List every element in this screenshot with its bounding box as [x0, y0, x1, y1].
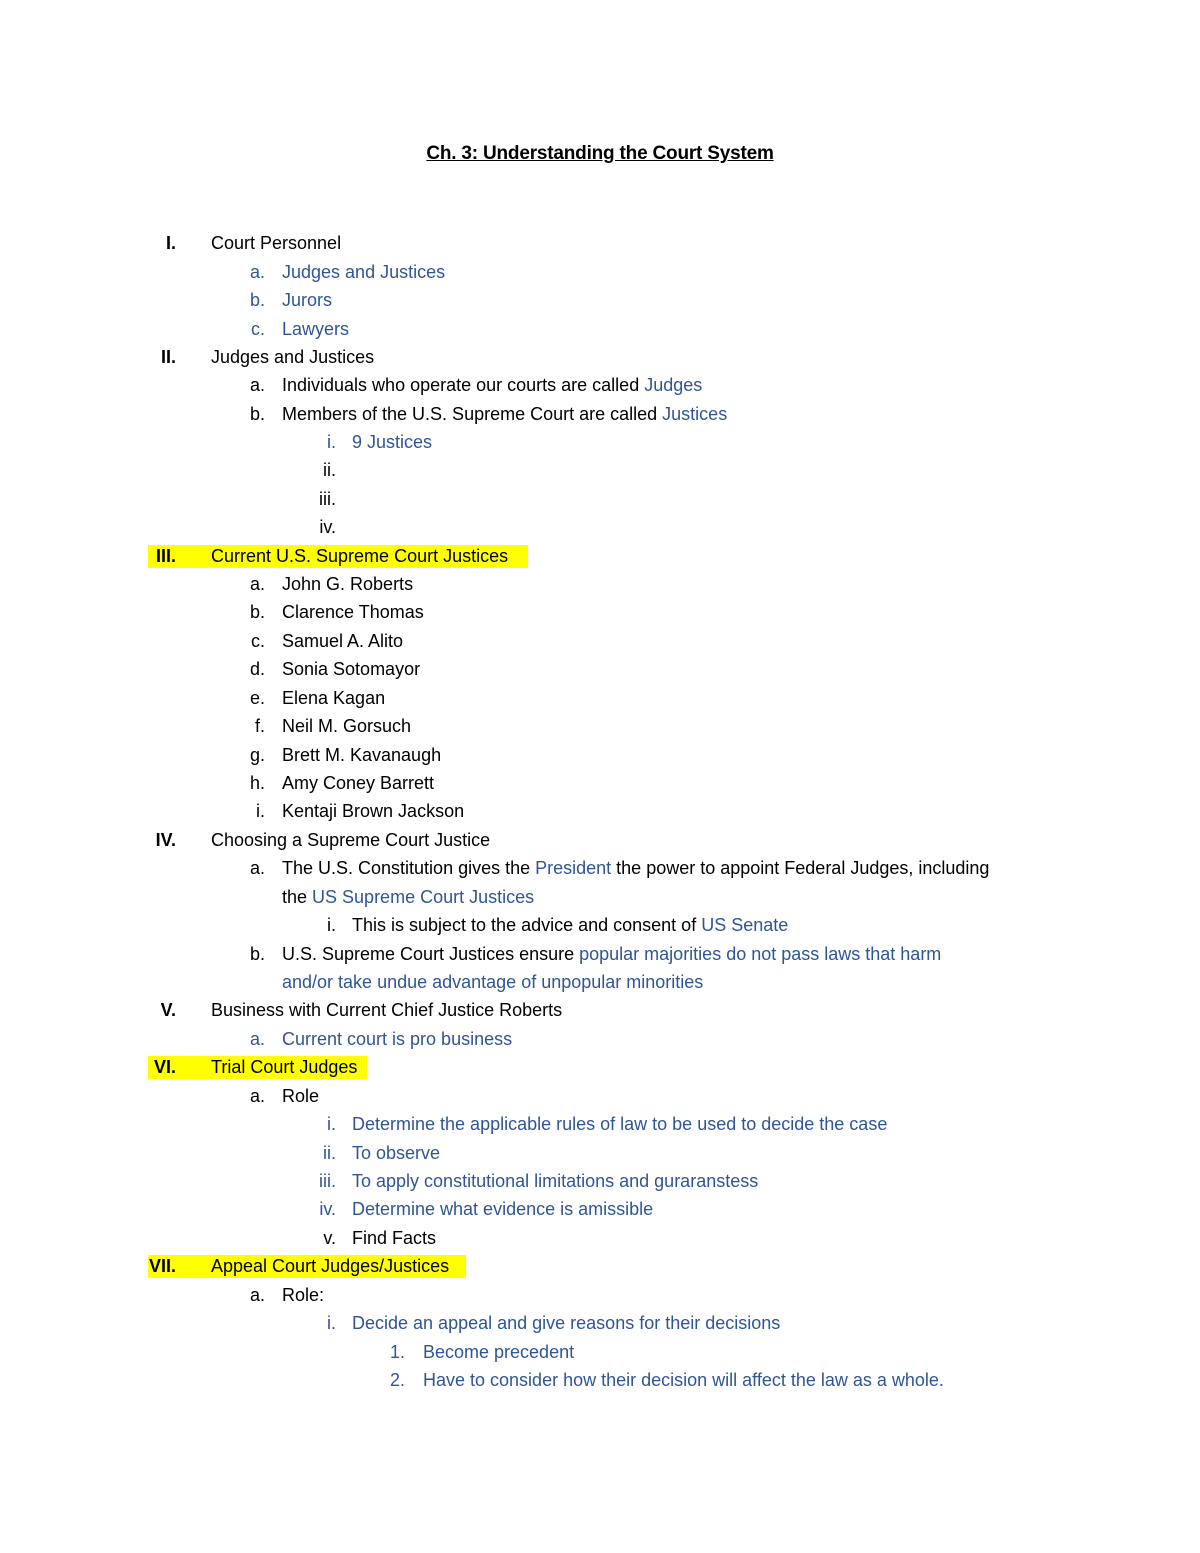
section-marker: III. [155, 546, 176, 566]
item-marker: g. [249, 745, 265, 765]
list-item [0, 485, 1200, 513]
justice-name: Kentaji Brown Jackson [282, 801, 465, 821]
item-text [352, 911, 788, 939]
list-item [0, 684, 1200, 712]
answer-text: and/or take undue advantage of unpopular minorities [282, 972, 704, 992]
list-item [0, 1224, 1200, 1252]
list-item [0, 627, 1200, 655]
list-item [0, 570, 1200, 598]
section-5 [0, 996, 1200, 1024]
justice-name: Clarence Thomas [282, 602, 424, 622]
list-item [0, 940, 1200, 968]
list-item [0, 911, 1200, 939]
list-item [0, 1338, 1200, 1366]
item-marker: f. [254, 716, 265, 736]
section-marker: VII. [148, 1256, 176, 1276]
item-marker: iii. [319, 1171, 336, 1191]
section-marker: V. [160, 1000, 176, 1020]
item-text: Role [282, 1086, 320, 1106]
list-item [0, 797, 1200, 825]
section-marker: VI. [153, 1057, 176, 1077]
answer-text: US Supreme Court Justices [312, 887, 535, 907]
list-item [0, 1281, 1200, 1309]
list-item [0, 1110, 1200, 1138]
answer-text: US Senate [701, 915, 789, 935]
justice-name: Brett M. Kavanaugh [282, 745, 442, 765]
item-marker: c. [250, 319, 265, 339]
item-text: Decide an appeal and give reasons for their decisions [352, 1313, 781, 1333]
item-text: Lawyers [282, 319, 350, 339]
item-marker: i. [327, 432, 336, 452]
item-text: Determine the applicable rules of law to be used to decide the case [352, 1114, 888, 1134]
item-text: Have to consider how their decision will affect the law as a whole. [423, 1370, 944, 1390]
item-marker: h. [249, 773, 265, 793]
list-item [0, 598, 1200, 626]
item-marker: a. [249, 1285, 265, 1305]
list-item [0, 1309, 1200, 1337]
item-text [282, 940, 941, 968]
answer-text: popular majorities do not pass laws that harm [579, 944, 942, 964]
item-marker: a. [249, 1086, 265, 1106]
section-heading: Court Personnel [211, 233, 342, 253]
item-marker: a. [249, 1029, 265, 1049]
section-3 [0, 542, 1200, 570]
item-prefix: the [282, 887, 313, 907]
list-item [0, 655, 1200, 683]
answer-text: Judges [644, 375, 703, 395]
item-prefix: Individuals who operate our courts are called [282, 375, 645, 395]
justice-name: Samuel A. Alito [282, 631, 404, 651]
item-marker: i. [327, 1114, 336, 1134]
section-heading: Judges and Justices [211, 347, 375, 367]
section-1 [0, 229, 1200, 257]
list-item [0, 371, 1200, 399]
justice-name: Amy Coney Barrett [282, 773, 435, 793]
item-prefix: U.S. Supreme Court Justices ensure [282, 944, 580, 964]
list-item [0, 456, 1200, 484]
item-text [282, 854, 989, 882]
list-item-continuation [0, 968, 1200, 996]
item-text: Determine what evidence is amissible [352, 1199, 654, 1219]
list-item [0, 1366, 1200, 1394]
item-marker: a. [249, 574, 265, 594]
section-heading: Trial Court Judges [211, 1057, 358, 1077]
section-7 [0, 1252, 1200, 1280]
section-2 [0, 343, 1200, 371]
item-marker: i. [327, 1313, 336, 1333]
justice-name: Elena Kagan [282, 688, 386, 708]
list-item [0, 1082, 1200, 1110]
item-marker: c. [250, 631, 265, 651]
item-text: To apply constitutional limitations and guraranstess [352, 1171, 759, 1191]
item-marker: e. [249, 688, 265, 708]
list-item [0, 315, 1200, 343]
item-text [282, 883, 534, 911]
section-heading: Choosing a Supreme Court Justice [211, 830, 491, 850]
section-heading: Business with Current Chief Justice Roberts [211, 1000, 563, 1020]
item-marker: iv. [319, 1199, 336, 1219]
item-marker: b. [249, 404, 265, 424]
item-marker: b. [249, 290, 265, 310]
item-prefix: Members of the U.S. Supreme Court are called [282, 404, 663, 424]
item-marker: iii. [319, 489, 336, 509]
item-text: Current court is pro business [282, 1029, 513, 1049]
section-marker: II. [160, 347, 176, 367]
item-prefix: This is subject to the advice and consent of [352, 915, 702, 935]
item-marker: a. [249, 262, 265, 282]
section-heading: Appeal Court Judges/Justices [211, 1256, 450, 1276]
item-marker: i. [327, 915, 336, 935]
item-marker: d. [249, 659, 265, 679]
list-item [0, 400, 1200, 428]
item-text: Judges and Justices [282, 262, 446, 282]
item-marker: 1. [389, 1342, 405, 1362]
item-text: Find Facts [352, 1228, 437, 1248]
item-marker: 2. [389, 1370, 405, 1390]
item-text: Role: [282, 1285, 325, 1305]
list-item [0, 1139, 1200, 1167]
item-prefix: The U.S. Constitution gives the [282, 858, 536, 878]
item-text: 9 Justices [352, 432, 433, 452]
list-item [0, 741, 1200, 769]
item-marker: a. [249, 375, 265, 395]
item-text: Jurors [282, 290, 333, 310]
list-item [0, 712, 1200, 740]
item-marker: v. [323, 1228, 336, 1248]
section-6 [0, 1053, 1200, 1081]
justice-name: John G. Roberts [282, 574, 414, 594]
item-marker: iv. [319, 517, 336, 537]
list-item-continuation [0, 883, 1200, 911]
item-text: To observe [352, 1143, 441, 1163]
section-4 [0, 826, 1200, 854]
item-text [282, 371, 702, 399]
list-item [0, 769, 1200, 797]
section-heading: Current U.S. Supreme Court Justices [211, 546, 509, 566]
item-marker: a. [249, 858, 265, 878]
section-marker: IV. [155, 830, 176, 850]
item-marker: b. [249, 944, 265, 964]
list-item [0, 428, 1200, 456]
list-item [0, 1025, 1200, 1053]
answer-text: President [535, 858, 612, 878]
answer-text: Justices [662, 404, 728, 424]
document-title: Ch. 3: Understanding the Court System [426, 143, 774, 164]
item-marker: ii. [323, 460, 336, 480]
item-text: Become precedent [423, 1342, 575, 1362]
list-item [0, 1195, 1200, 1223]
justice-name: Neil M. Gorsuch [282, 716, 412, 736]
list-item [0, 258, 1200, 286]
list-item [0, 286, 1200, 314]
list-item [0, 1167, 1200, 1195]
list-item [0, 854, 1200, 882]
section-marker: I. [165, 233, 176, 253]
justice-name: Sonia Sotomayor [282, 659, 421, 679]
item-marker: ii. [323, 1143, 336, 1163]
list-item [0, 513, 1200, 541]
item-marker: i. [256, 801, 265, 821]
item-text [282, 400, 727, 428]
item-marker: b. [249, 602, 265, 622]
item-suffix: the power to appoint Federal Judges, including [611, 858, 990, 878]
